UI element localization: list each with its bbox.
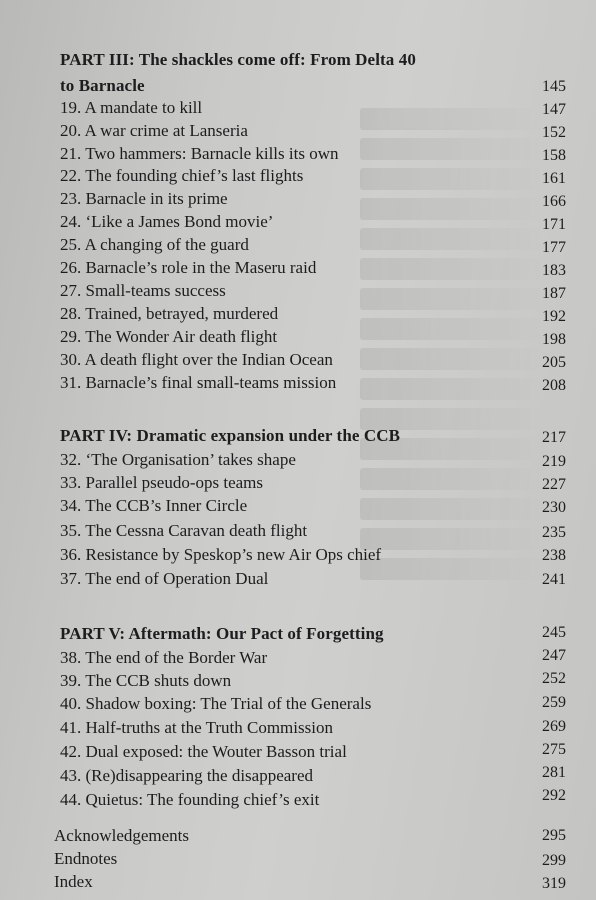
toc-page-number: 219 — [542, 453, 566, 470]
toc-entry: 28. Trained, betrayed, murdered — [60, 304, 279, 323]
toc-entry: 30. A death flight over the Indian Ocean — [60, 350, 333, 369]
toc-page-number: 269 — [542, 718, 566, 735]
toc-entry: 32. ‘The Organisation’ takes shape — [60, 450, 296, 469]
toc-entry: 29. The Wonder Air death flight — [60, 327, 278, 346]
toc-page-number: 247 — [542, 647, 566, 664]
toc-entry: 19. A mandate to kill — [60, 98, 203, 117]
toc-page-number: 230 — [542, 499, 566, 516]
toc-entry: 35. The Cessna Caravan death flight — [60, 521, 308, 540]
part-heading: PART IV: Dramatic expansion under the CCB — [60, 426, 401, 445]
toc-page-number: 292 — [542, 787, 566, 804]
toc-page-number: 241 — [542, 571, 566, 588]
toc-page-number: 158 — [542, 147, 566, 164]
toc-entry: 41. Half-truths at the Truth Commission — [60, 718, 333, 737]
back-matter-entry: Index — [54, 872, 93, 891]
toc-entry: 44. Quietus: The founding chief’s exit — [60, 790, 320, 809]
toc-page-number: 252 — [542, 670, 566, 687]
back-matter-entry: Endnotes — [54, 849, 118, 868]
toc-entry: 24. ‘Like a James Bond movie’ — [60, 212, 274, 231]
toc-entry: 40. Shadow boxing: The Trial of the Generals — [60, 694, 372, 713]
back-matter-entry: Acknowledgements — [54, 826, 190, 845]
part-page-number: 145 — [542, 78, 566, 95]
toc-page-number: 275 — [542, 741, 566, 758]
toc-entry: 31. Barnacle’s final small-teams mission — [60, 373, 337, 392]
toc-entry: 21. Two hammers: Barnacle kills its own — [60, 144, 339, 163]
toc-page-number: 192 — [542, 308, 566, 325]
toc-entry: 38. The end of the Border War — [60, 648, 268, 667]
toc-page-number: 187 — [542, 285, 566, 302]
toc-page-number: 281 — [542, 764, 566, 781]
toc-page-number: 152 — [542, 124, 566, 141]
toc-entry: 36. Resistance by Speskop’s new Air Ops chief — [60, 545, 382, 564]
toc-entry: 34. The CCB’s Inner Circle — [60, 496, 248, 515]
toc-entry: 22. The founding chief’s last flights — [60, 166, 304, 185]
toc-page-number: 166 — [542, 193, 566, 210]
toc-page-number: 177 — [542, 239, 566, 256]
toc-entry: 39. The CCB shuts down — [60, 671, 232, 690]
toc-entry: 37. The end of Operation Dual — [60, 569, 269, 588]
toc-entry: 42. Dual exposed: the Wouter Basson trial — [60, 742, 347, 761]
part-heading: PART III: The shackles come off: From Delta 40 — [60, 50, 416, 69]
toc-page-number: 259 — [542, 694, 566, 711]
back-matter-page-number: 295 — [542, 827, 566, 844]
toc-entry: 43. (Re)disappearing the disappeared — [60, 766, 314, 785]
part-page-number: 217 — [542, 429, 566, 446]
toc-entry: 25. A changing of the guard — [60, 235, 249, 254]
toc-page-number: 238 — [542, 547, 566, 564]
part-page-number: 245 — [542, 624, 566, 641]
back-matter-page-number: 319 — [542, 875, 566, 892]
toc-page-number: 198 — [542, 331, 566, 348]
toc-page-number: 205 — [542, 354, 566, 371]
toc-page-number: 171 — [542, 216, 566, 233]
part-heading: PART V: Aftermath: Our Pact of Forgetting — [60, 624, 384, 643]
toc-page-number: 227 — [542, 476, 566, 493]
back-matter-page-number: 299 — [542, 852, 566, 869]
toc-page-number: 183 — [542, 262, 566, 279]
toc-entry: 26. Barnacle’s role in the Maseru raid — [60, 258, 317, 277]
toc-page-number: 235 — [542, 524, 566, 541]
part-heading-continued: to Barnacle — [60, 76, 145, 95]
toc-page-number: 147 — [542, 101, 566, 118]
toc-page-number: 208 — [542, 377, 566, 394]
toc-entry: 20. A war crime at Lanseria — [60, 121, 248, 140]
toc-entry: 27. Small-teams success — [60, 281, 226, 300]
toc-entry: 33. Parallel pseudo-ops teams — [60, 473, 264, 492]
toc-page-number: 161 — [542, 170, 566, 187]
toc-entry: 23. Barnacle in its prime — [60, 189, 228, 208]
